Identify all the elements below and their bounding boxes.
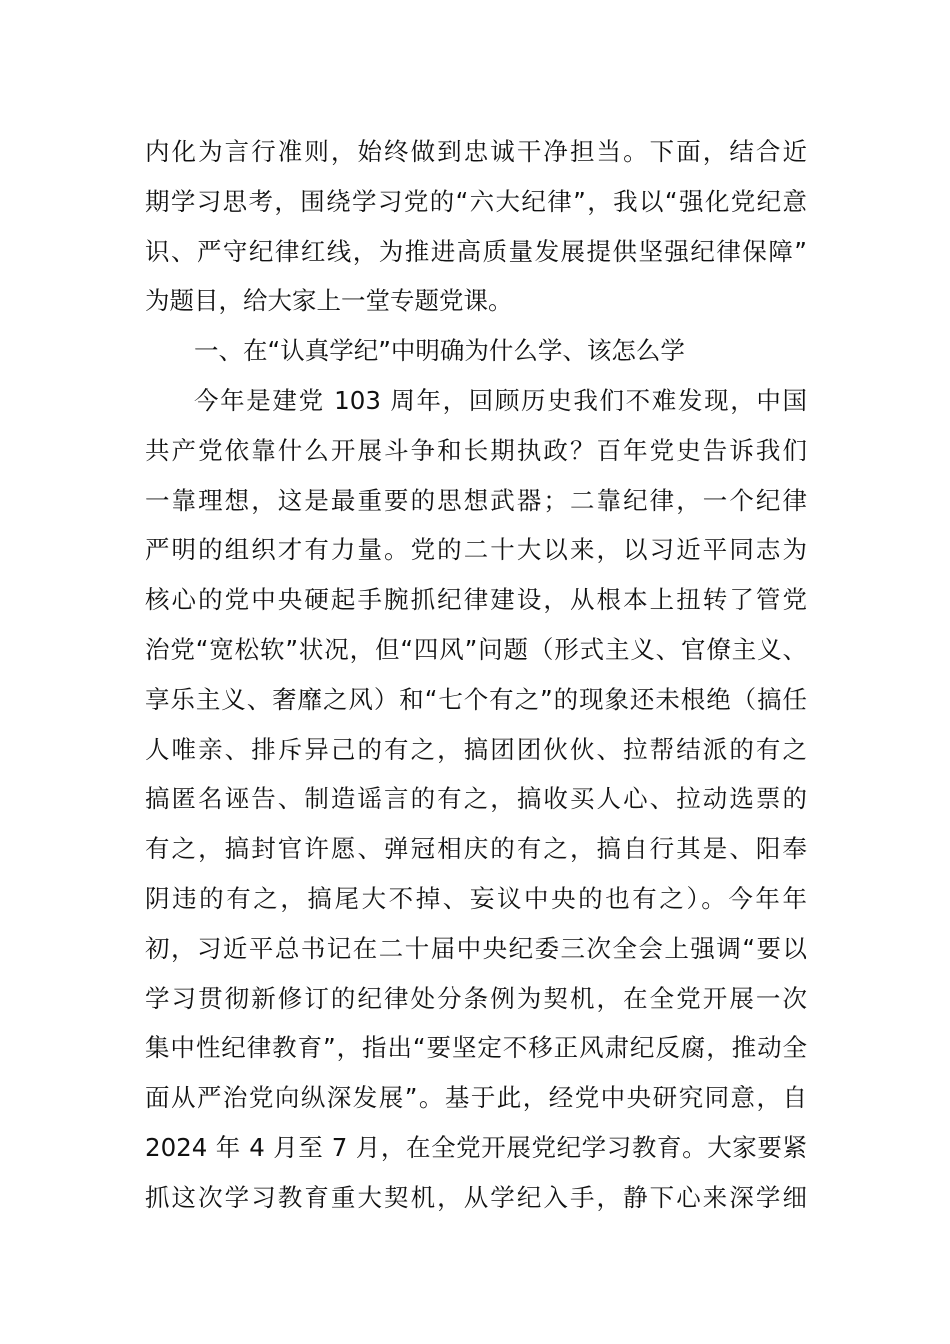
paragraph-line: 有之，搞封官许愿、弹冠相庆的有之，搞自行其是、阳奉 xyxy=(145,834,807,864)
paragraph-line: 治党“宽松软”状况，但“四风”问题（形式主义、官僚主义、 xyxy=(145,634,807,664)
paragraph-line: 抓这次学习教育重大契机，从学纪入手，静下心来深学细 xyxy=(145,1182,807,1212)
paragraph-line: 今年是建党 103 周年，回顾历史我们不难发现，中国 xyxy=(194,385,807,415)
paragraph-line: 享乐主义、奢靡之风）和“七个有之”的现象还未根绝（搞任 xyxy=(145,684,807,714)
paragraph-line: 为题目，给大家上一堂专题党课。 xyxy=(145,286,513,316)
paragraph-line: 搞匿名诬告、制造谣言的有之，搞收买人心、拉动选票的 xyxy=(145,784,807,814)
paragraph-line: 阴违的有之，搞尾大不掉、妄议中央的也有之）。今年年 xyxy=(145,883,807,913)
paragraph-line: 集中性纪律教育”，指出“要坚定不移正风肃纪反腐，推动全 xyxy=(145,1033,807,1063)
paragraph-line: 内化为言行准则，始终做到忠诚干净担当。下面，结合近 xyxy=(145,137,807,166)
paragraph-line: 面从严治党向纵深发展”。基于此，经党中央研究同意，自 xyxy=(145,1083,807,1113)
paragraph-line: 共产党依靠什么开展斗争和长期执政？百年党史告诉我们 xyxy=(145,435,807,465)
paragraph-line: 人唯亲、排斥异己的有之，搞团团伙伙、拉帮结派的有之 xyxy=(145,734,807,764)
paragraph-line: 严明的组织才有力量。党的二十大以来，以习近平同志为 xyxy=(145,535,807,565)
paragraph-line: 2024 年 4 月至 7 月，在全党开展党纪学习教育。大家要紧 xyxy=(145,1132,807,1162)
paragraph-line: 核心的党中央硬起手腕抓纪律建设，从根本上扭转了管党 xyxy=(145,585,807,615)
paragraph-line: 初，习近平总书记在二十届中央纪委三次全会上强调“要以 xyxy=(145,933,807,963)
paragraph-line: 识、严守纪律红线，为推进高质量发展提供坚强纪律保障” xyxy=(145,236,807,266)
paragraph-line: 一靠理想，这是最重要的思想武器；二靠纪律，一个纪律 xyxy=(145,485,807,515)
paragraph-line: 期学习思考，围绕学习党的“六大纪律”，我以“强化党纪意 xyxy=(145,186,807,216)
paragraph-line: 学习贯彻新修订的纪律处分条例为契机，在全党开展一次 xyxy=(145,983,807,1013)
document-body xyxy=(145,127,807,1223)
section-heading: 一、在“认真学纪”中明确为什么学、该怎么学 xyxy=(194,336,685,366)
